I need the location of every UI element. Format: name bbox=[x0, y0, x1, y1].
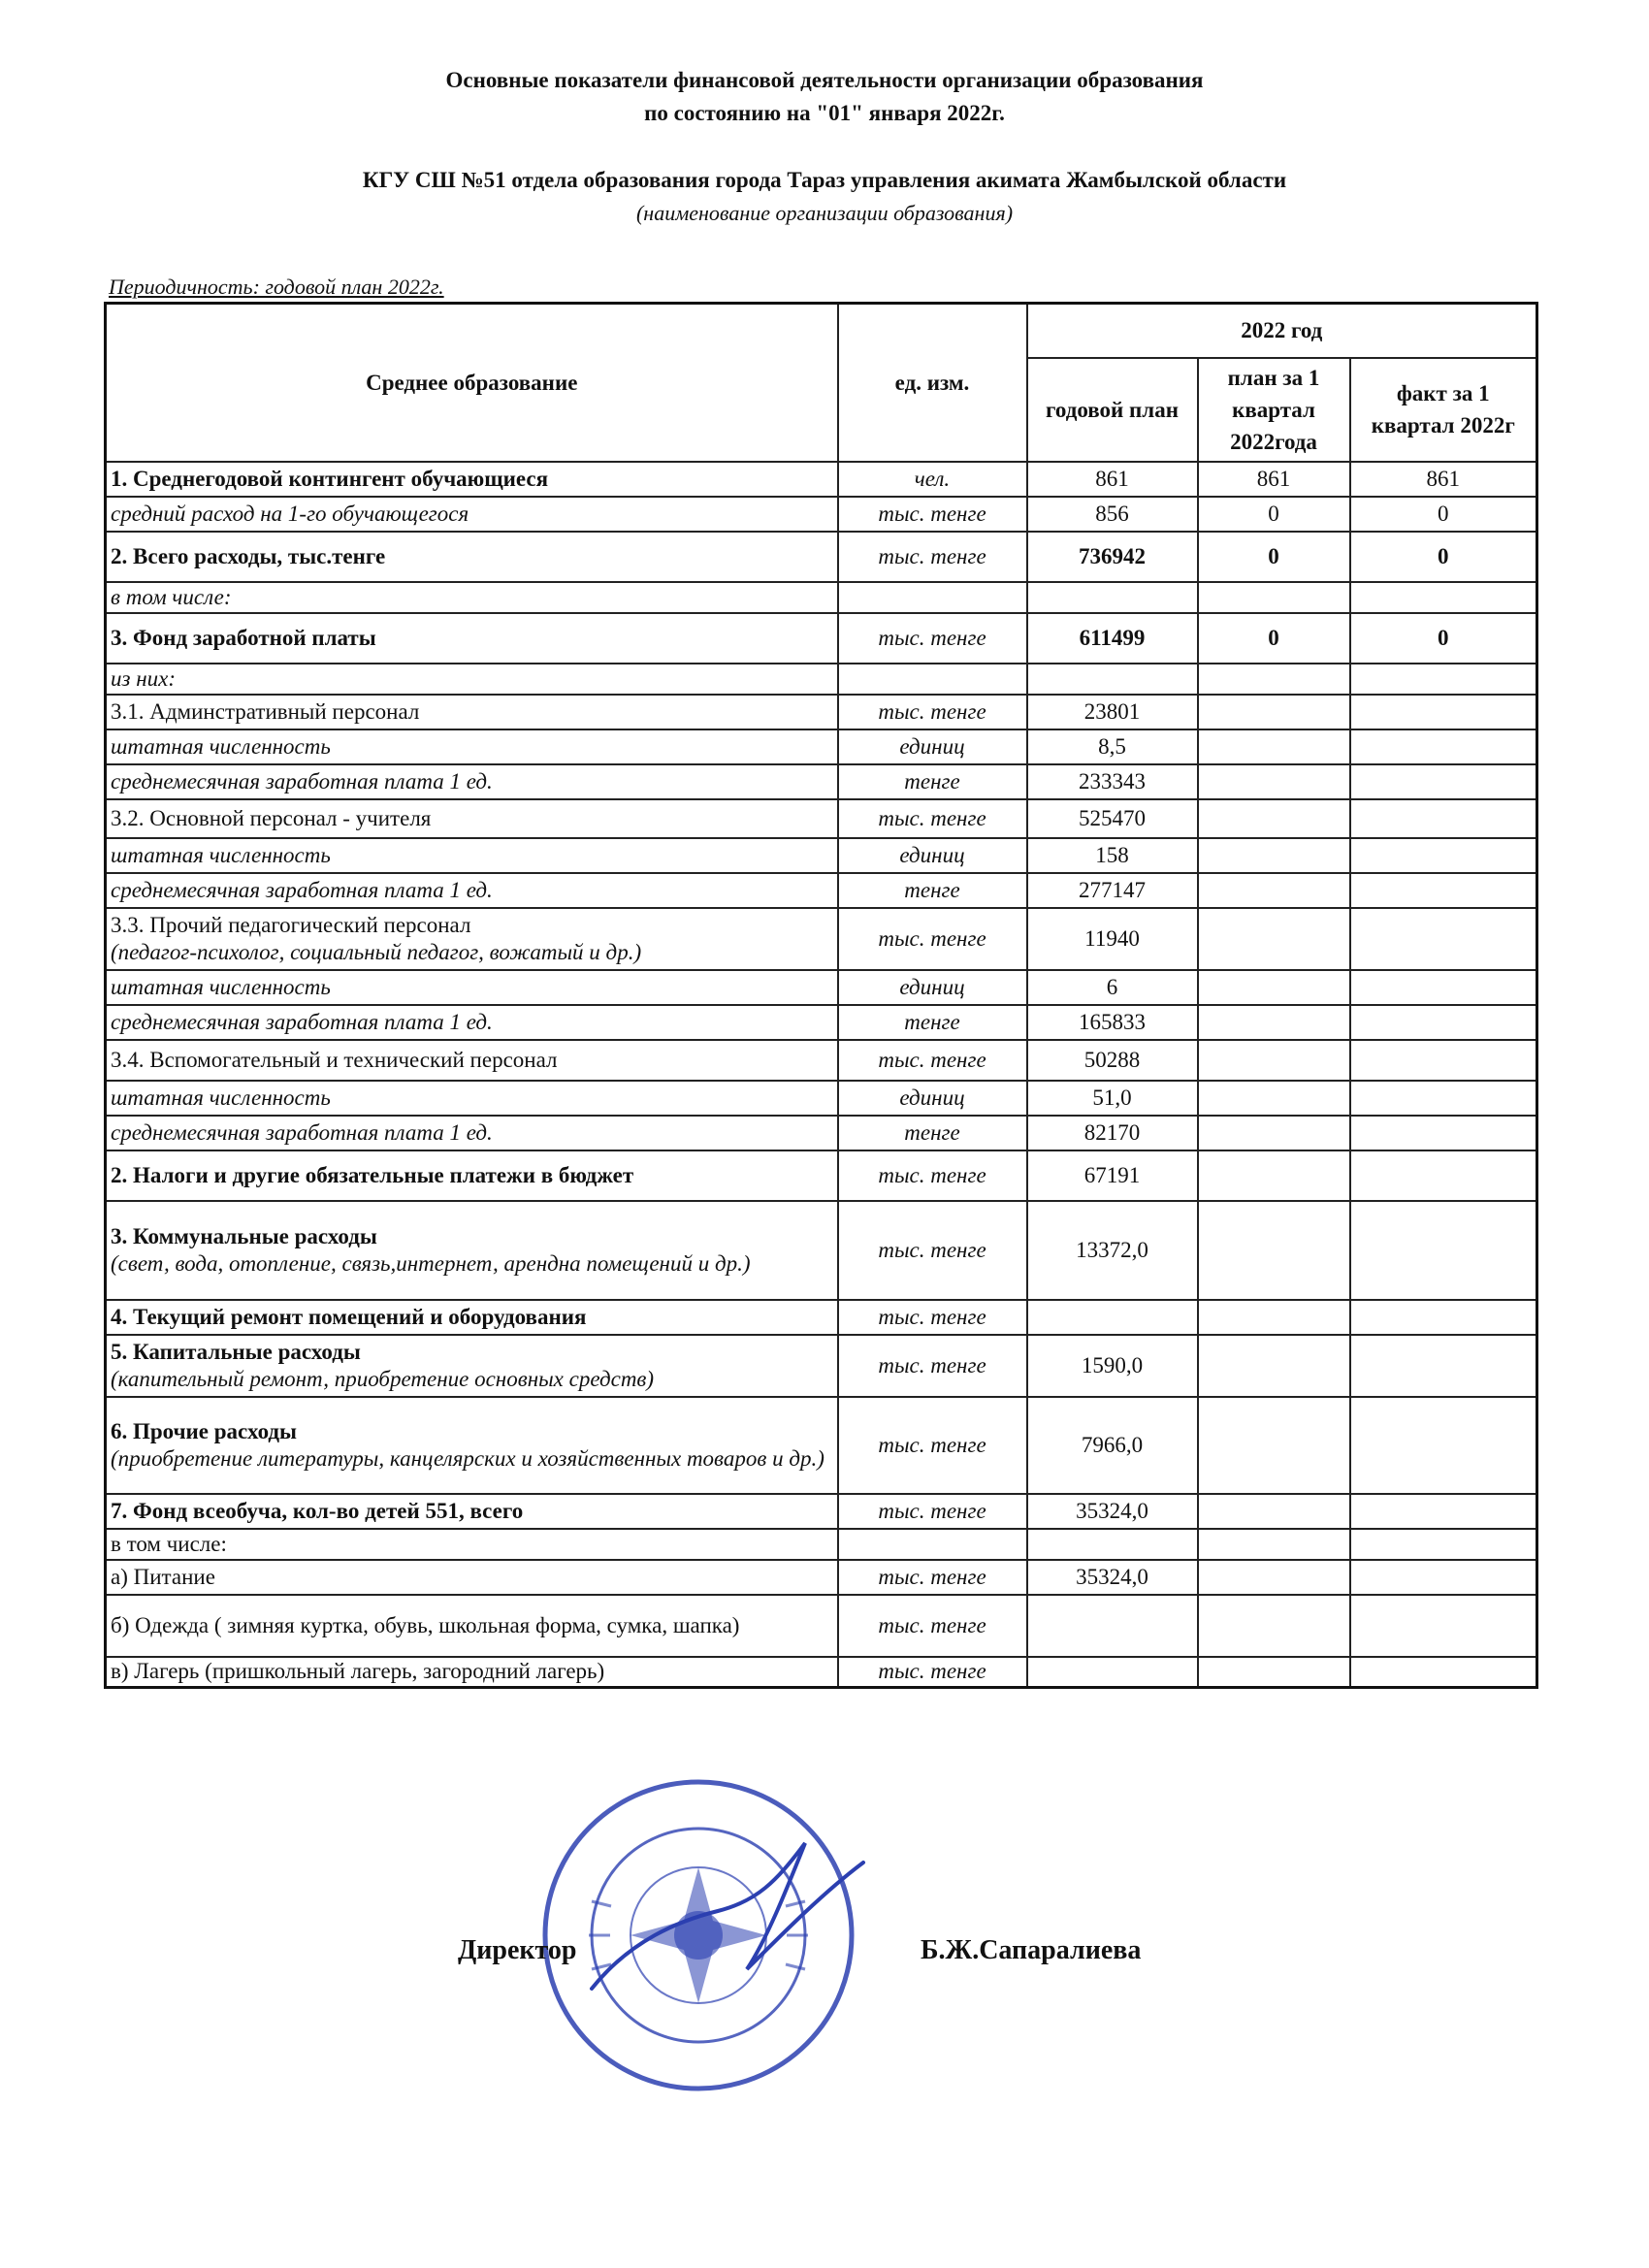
row-value-plan: 67191 bbox=[1027, 1150, 1198, 1201]
row-value-q1fact bbox=[1350, 838, 1537, 873]
row-value-q1plan bbox=[1198, 1529, 1350, 1560]
row-value-q1plan bbox=[1198, 1657, 1350, 1688]
row-unit: тыс. тенге bbox=[838, 1595, 1027, 1657]
row-value-q1fact bbox=[1350, 664, 1537, 695]
row-label-text: штатная численность bbox=[111, 974, 331, 999]
row-unit: тенге bbox=[838, 764, 1027, 799]
table-row bbox=[106, 764, 1537, 799]
row-label bbox=[106, 1657, 838, 1688]
row-label-text: 7. Фонд всеобуча, кол-во детей 551, всего bbox=[111, 1498, 524, 1523]
row-value-q1plan bbox=[1198, 1201, 1350, 1300]
row-value-q1plan bbox=[1198, 1560, 1350, 1595]
row-label-text: 3.1. Админстративный персонал bbox=[111, 698, 420, 724]
row-value-q1fact bbox=[1350, 970, 1537, 1005]
table-row bbox=[106, 582, 1537, 613]
row-value-q1fact bbox=[1350, 1560, 1537, 1595]
row-label bbox=[106, 970, 838, 1005]
row-label-text: среднемесячная заработная плата 1 ед. bbox=[111, 768, 493, 794]
row-label-text: штатная численность bbox=[111, 1085, 331, 1110]
row-label-text: 2. Налоги и другие обязательные платежи в бюджет bbox=[111, 1162, 634, 1187]
row-value-plan bbox=[1027, 1300, 1198, 1335]
row-unit: тыс. тенге bbox=[838, 613, 1027, 664]
row-value-plan: 277147 bbox=[1027, 873, 1198, 908]
row-label bbox=[106, 729, 838, 764]
row-label bbox=[106, 462, 838, 497]
row-label-text: 5. Капитальные расходы bbox=[111, 1339, 361, 1364]
row-value-plan: 82170 bbox=[1027, 1116, 1198, 1150]
row-value-q1plan: 0 bbox=[1198, 532, 1350, 582]
report-title-line2: по состоянию на "01" января 2022г. bbox=[644, 101, 1005, 125]
row-unit: тыс. тенге bbox=[838, 1494, 1027, 1529]
row-label-text: 1. Среднегодовой контингент обучающиеся bbox=[111, 466, 549, 491]
row-label bbox=[106, 664, 838, 695]
row-value-q1plan bbox=[1198, 838, 1350, 873]
row-value-q1plan bbox=[1198, 582, 1350, 613]
table-row bbox=[106, 838, 1537, 873]
row-label bbox=[106, 1116, 838, 1150]
header-annual-plan: годовой план bbox=[1027, 358, 1198, 462]
row-value-q1fact: 0 bbox=[1350, 532, 1537, 582]
table-row bbox=[106, 729, 1537, 764]
row-value-plan: 7966,0 bbox=[1027, 1397, 1198, 1494]
table-row bbox=[106, 1657, 1537, 1688]
row-value-q1plan bbox=[1198, 1595, 1350, 1657]
row-label-text: среднемесячная заработная плата 1 ед. bbox=[111, 877, 493, 902]
row-label bbox=[106, 1595, 838, 1657]
row-value-q1plan: 0 bbox=[1198, 613, 1350, 664]
row-value-q1fact: 0 bbox=[1350, 613, 1537, 664]
row-label bbox=[106, 1005, 838, 1040]
row-value-q1plan bbox=[1198, 764, 1350, 799]
row-value-q1fact bbox=[1350, 1529, 1537, 1560]
row-label-text: в том числе: bbox=[111, 584, 232, 609]
row-value-plan: 611499 bbox=[1027, 613, 1198, 664]
row-unit bbox=[838, 1529, 1027, 1560]
row-label-note: (приобретение литературы, канцелярских и хозяйственных товаров и др.) bbox=[111, 1445, 824, 1471]
row-value-q1plan bbox=[1198, 1116, 1350, 1150]
row-value-q1fact bbox=[1350, 1040, 1537, 1081]
row-unit: единиц bbox=[838, 838, 1027, 873]
row-label bbox=[106, 1560, 838, 1595]
table-row bbox=[106, 1397, 1537, 1494]
row-unit: тыс. тенге bbox=[838, 1335, 1027, 1397]
row-value-q1fact bbox=[1350, 1201, 1537, 1300]
table-row bbox=[106, 1494, 1537, 1529]
row-value-plan: 1590,0 bbox=[1027, 1335, 1198, 1397]
row-label bbox=[106, 838, 838, 873]
row-label bbox=[106, 1081, 838, 1116]
row-label-text: штатная численность bbox=[111, 733, 331, 759]
row-label-text: штатная численность bbox=[111, 842, 331, 867]
row-value-plan: 8,5 bbox=[1027, 729, 1198, 764]
row-label bbox=[106, 1300, 838, 1335]
row-unit: тыс. тенге bbox=[838, 497, 1027, 532]
row-value-plan: 13372,0 bbox=[1027, 1201, 1198, 1300]
row-value-q1plan bbox=[1198, 1300, 1350, 1335]
row-unit: единиц bbox=[838, 729, 1027, 764]
row-value-q1fact bbox=[1350, 1081, 1537, 1116]
row-unit: тыс. тенге bbox=[838, 1040, 1027, 1081]
table-row bbox=[106, 873, 1537, 908]
row-label-note: (педагог-психолог, социальный педагог, вожатый и др.) bbox=[111, 939, 642, 964]
periodicity-label: Периодичность: годовой план 2022г. bbox=[109, 275, 444, 299]
row-value-plan: 856 bbox=[1027, 497, 1198, 532]
row-label-text: средний расход на 1-го обучающегося bbox=[111, 501, 469, 526]
row-value-q1fact bbox=[1350, 695, 1537, 729]
row-label bbox=[106, 497, 838, 532]
row-label-text: 3. Коммунальные расходы bbox=[111, 1223, 377, 1248]
table-body bbox=[106, 462, 1537, 1688]
row-value-q1plan bbox=[1198, 1150, 1350, 1201]
row-value-q1fact bbox=[1350, 1335, 1537, 1397]
row-label bbox=[106, 582, 838, 613]
row-unit: тыс. тенге bbox=[838, 1201, 1027, 1300]
row-label-text: среднемесячная заработная плата 1 ед. bbox=[111, 1119, 493, 1145]
row-unit: тыс. тенге bbox=[838, 1150, 1027, 1201]
row-label-text: 3.3. Прочий педагогический персонал bbox=[111, 912, 471, 937]
organization-name: КГУ СШ №51 отдела образования города Тараз управления акимата Жамбылской области bbox=[362, 168, 1287, 192]
header-year: 2022 год bbox=[1027, 304, 1537, 358]
row-label-note: (капительный ремонт, приобретение основных средств) bbox=[111, 1366, 655, 1391]
row-label-text: в том числе: bbox=[111, 1531, 227, 1556]
row-label bbox=[106, 695, 838, 729]
row-unit: тыс. тенге bbox=[838, 1657, 1027, 1688]
row-value-q1plan bbox=[1198, 970, 1350, 1005]
row-label bbox=[106, 613, 838, 664]
organization-caption: (наименование организации образования) bbox=[635, 201, 1014, 225]
row-value-plan: 50288 bbox=[1027, 1040, 1198, 1081]
row-value-q1plan bbox=[1198, 1494, 1350, 1529]
table-row bbox=[106, 1040, 1537, 1081]
row-value-q1plan bbox=[1198, 1040, 1350, 1081]
table-row bbox=[106, 908, 1537, 970]
handwritten-signature bbox=[572, 1824, 892, 2018]
row-value-q1fact bbox=[1350, 908, 1537, 970]
row-value-plan bbox=[1027, 1595, 1198, 1657]
row-label bbox=[106, 799, 838, 838]
row-value-q1plan: 0 bbox=[1198, 497, 1350, 532]
table-row bbox=[106, 532, 1537, 582]
row-value-q1plan bbox=[1198, 1397, 1350, 1494]
report-title-line1: Основные показатели финансовой деятельности организации образования bbox=[445, 68, 1204, 92]
table-row bbox=[106, 1595, 1537, 1657]
row-unit: тыс. тенге bbox=[838, 1300, 1027, 1335]
row-unit: тенге bbox=[838, 1116, 1027, 1150]
row-label-text: 4. Текущий ремонт помещений и оборудования bbox=[111, 1304, 587, 1329]
row-value-q1plan bbox=[1198, 664, 1350, 695]
row-value-plan bbox=[1027, 1529, 1198, 1560]
row-label-text: 6. Прочие расходы bbox=[111, 1418, 298, 1443]
table-row bbox=[106, 970, 1537, 1005]
header-q1-plan: план за 1 квартал 2022года bbox=[1198, 358, 1350, 462]
row-label-text: а) Питание bbox=[111, 1564, 215, 1589]
row-value-q1fact bbox=[1350, 1397, 1537, 1494]
row-unit: тыс. тенге bbox=[838, 1560, 1027, 1595]
row-unit: чел. bbox=[838, 462, 1027, 497]
director-label: Директор bbox=[458, 1935, 577, 1965]
table-row bbox=[106, 1300, 1537, 1335]
row-value-q1plan bbox=[1198, 799, 1350, 838]
table-row bbox=[106, 613, 1537, 664]
row-label-note: (свет, вода, отопление, связь,интернет, арендна помещений и др.) bbox=[111, 1250, 751, 1276]
row-value-plan bbox=[1027, 664, 1198, 695]
row-value-plan bbox=[1027, 1657, 1198, 1688]
row-label bbox=[106, 1494, 838, 1529]
row-label bbox=[106, 1397, 838, 1494]
row-label-text: 3.2. Основной персонал - учителя bbox=[111, 805, 432, 830]
row-label bbox=[106, 1529, 838, 1560]
row-value-plan: 35324,0 bbox=[1027, 1494, 1198, 1529]
row-label-text: 3. Фонд заработной платы bbox=[111, 625, 376, 650]
row-label-text: 3.4. Вспомогательный и технический персонал bbox=[111, 1047, 558, 1072]
row-unit: тыс. тенге bbox=[838, 532, 1027, 582]
table-row bbox=[106, 497, 1537, 532]
row-value-q1fact bbox=[1350, 729, 1537, 764]
row-value-q1fact bbox=[1350, 582, 1537, 613]
header-q1-fact: факт за 1 квартал 2022г bbox=[1350, 358, 1537, 462]
row-value-q1plan: 861 bbox=[1198, 462, 1350, 497]
row-unit: тенге bbox=[838, 873, 1027, 908]
row-value-plan: 525470 bbox=[1027, 799, 1198, 838]
row-value-q1plan bbox=[1198, 873, 1350, 908]
header-unit: ед. изм. bbox=[838, 304, 1027, 462]
row-label bbox=[106, 1040, 838, 1081]
row-value-q1plan bbox=[1198, 729, 1350, 764]
row-label bbox=[106, 908, 838, 970]
row-label bbox=[106, 1335, 838, 1397]
row-value-plan: 861 bbox=[1027, 462, 1198, 497]
row-value-plan: 51,0 bbox=[1027, 1081, 1198, 1116]
row-unit: тыс. тенге bbox=[838, 695, 1027, 729]
row-label bbox=[106, 1150, 838, 1201]
table-row bbox=[106, 462, 1537, 497]
row-label bbox=[106, 873, 838, 908]
row-value-q1fact bbox=[1350, 1005, 1537, 1040]
financial-table bbox=[104, 302, 1538, 1689]
header-name: Среднее образование bbox=[106, 304, 838, 462]
row-unit: тыс. тенге bbox=[838, 1397, 1027, 1494]
row-value-q1fact bbox=[1350, 1300, 1537, 1335]
table-row bbox=[106, 1560, 1537, 1595]
row-value-q1fact bbox=[1350, 1150, 1537, 1201]
row-unit: тенге bbox=[838, 1005, 1027, 1040]
row-label-text: б) Одежда ( зимняя куртка, обувь, школьная форма, сумка, шапка) bbox=[111, 1612, 740, 1637]
row-value-q1fact bbox=[1350, 1116, 1537, 1150]
row-value-plan: 158 bbox=[1027, 838, 1198, 873]
row-unit bbox=[838, 582, 1027, 613]
row-label-text: 2. Всего расходы, тыс.тенге bbox=[111, 543, 386, 568]
row-value-plan: 736942 bbox=[1027, 532, 1198, 582]
row-unit bbox=[838, 664, 1027, 695]
row-value-plan bbox=[1027, 582, 1198, 613]
row-unit: единиц bbox=[838, 970, 1027, 1005]
row-value-plan: 23801 bbox=[1027, 695, 1198, 729]
row-value-q1plan bbox=[1198, 1081, 1350, 1116]
row-value-plan: 35324,0 bbox=[1027, 1560, 1198, 1595]
row-value-q1plan bbox=[1198, 1335, 1350, 1397]
table-row bbox=[106, 1116, 1537, 1150]
row-value-q1plan bbox=[1198, 1005, 1350, 1040]
table-row bbox=[106, 695, 1537, 729]
table-row bbox=[106, 799, 1537, 838]
table-row bbox=[106, 1529, 1537, 1560]
row-label bbox=[106, 764, 838, 799]
row-label-text: в) Лагерь (пришкольный лагерь, загородний лагерь) bbox=[111, 1659, 605, 1684]
row-value-q1fact bbox=[1350, 1595, 1537, 1657]
row-unit: единиц bbox=[838, 1081, 1027, 1116]
row-value-q1fact: 861 bbox=[1350, 462, 1537, 497]
row-value-q1fact bbox=[1350, 764, 1537, 799]
row-unit: тыс. тенге bbox=[838, 799, 1027, 838]
row-label bbox=[106, 1201, 838, 1300]
row-value-plan: 233343 bbox=[1027, 764, 1198, 799]
row-value-q1fact: 0 bbox=[1350, 497, 1537, 532]
table-row bbox=[106, 1150, 1537, 1201]
row-value-q1fact bbox=[1350, 799, 1537, 838]
row-value-q1plan bbox=[1198, 908, 1350, 970]
signer-name: Б.Ж.Сапаралиева bbox=[921, 1935, 1142, 1965]
table-row bbox=[106, 1201, 1537, 1300]
row-label-text: из них: bbox=[111, 665, 177, 691]
row-label bbox=[106, 532, 838, 582]
table-row bbox=[106, 1335, 1537, 1397]
row-value-q1fact bbox=[1350, 1657, 1537, 1688]
row-unit: тыс. тенге bbox=[838, 908, 1027, 970]
row-value-q1fact bbox=[1350, 1494, 1537, 1529]
row-value-plan: 11940 bbox=[1027, 908, 1198, 970]
table-row bbox=[106, 664, 1537, 695]
row-value-q1plan bbox=[1198, 695, 1350, 729]
table-row bbox=[106, 1081, 1537, 1116]
row-value-q1fact bbox=[1350, 873, 1537, 908]
row-value-plan: 165833 bbox=[1027, 1005, 1198, 1040]
row-value-plan: 6 bbox=[1027, 970, 1198, 1005]
row-label-text: среднемесячная заработная плата 1 ед. bbox=[111, 1009, 493, 1034]
table-row bbox=[106, 1005, 1537, 1040]
